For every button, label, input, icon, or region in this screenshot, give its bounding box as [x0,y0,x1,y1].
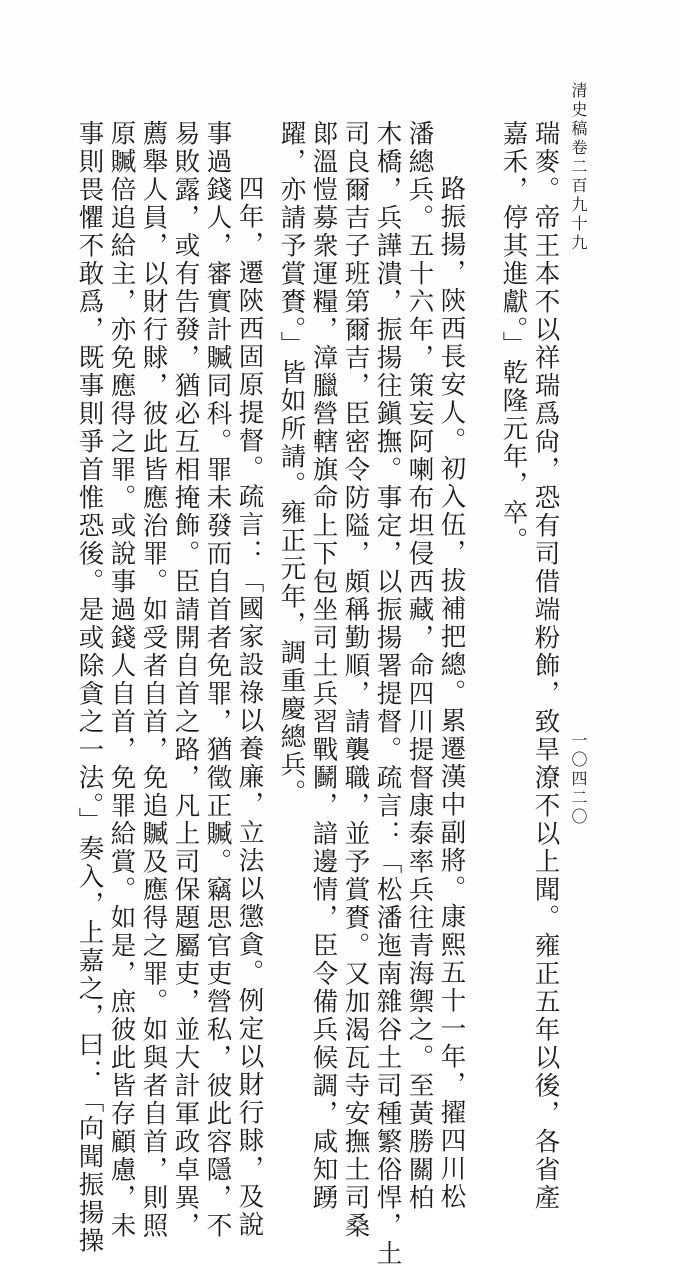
text-column-7: 郞溫愷募衆運糧，漳臘營轄旗命上下包坐司土兵習戰鬭，諳邊情，臣令備兵候調，咸知踴 [308,120,339,1212]
text-column-5: 木橋，兵譁潰，振揚往鎭撫。事定，以振揚署提督。疏言：「松潘迤南雜谷土司種繁俗悍，土 [372,120,403,1268]
running-title: 清史稿卷二百九十九 [569,82,588,253]
text-column-2: 嘉禾，停其進獻。」乾隆元年，卒。 [498,120,529,556]
text-column-12: 薦舉人員，以財行賕，彼此皆應治罪。如受者自首，免追贓及應得之罪。如與者自首，則照 [138,120,169,1240]
text-column-13: 原贓倍追給主，亦免應得之罪。或說事過錢人自首，免罪給賞。如是，庶彼此皆存顧慮，未 [106,120,137,1240]
text-column-6: 司良爾吉子班第爾吉，臣密令防隘，頗稱勤順，請襲職，並予賞賚。又加渴瓦寺安撫土司桑 [340,120,371,1240]
text-column-11: 易敗露，或有告發，猶必互相掩飾。臣請開自首之路，凡上司保題屬吏，並大計軍政卓異， [170,120,201,1240]
text-column-9: 四年，遷陝西固原提督。疏言：「國家設祿以養廉，立法以懲貪。例定以財行賕，及說 [234,175,265,1239]
text-column-3: 路振揚，陝西長安人。初入伍，拔補把總。累遷漢中副將。康熙五十一年，擢四川松 [436,175,467,1211]
page-number: 一〇四二〇 [569,732,588,827]
text-column-10: 事過錢人，審實計贓同科。罪未發而自首者免罪，猶徵正贓。竊思官吏營私，彼此容隱，不 [202,120,233,1240]
text-column-14: 事則畏懼不敢爲，既事則爭首惟恐後。是或除貪之一法。」奏入，上嘉之，曰：「向聞振揚操 [74,120,105,1256]
text-column-8: 躍，亦請予賞賚。」皆如所請。雍正元年，調重慶總兵。 [276,120,307,808]
text-column-4: 潘總兵。五十六年，策妄阿喇布坦侵西藏，命四川提督康泰率兵往青海禦之。至黃勝關柏 [404,120,435,1212]
text-column-1: 瑞麥。帝王本不以祥瑞爲尙，恐有司借端粉飾，致旱潦不以上聞。雍正五年以後，各省產 [530,120,561,1212]
